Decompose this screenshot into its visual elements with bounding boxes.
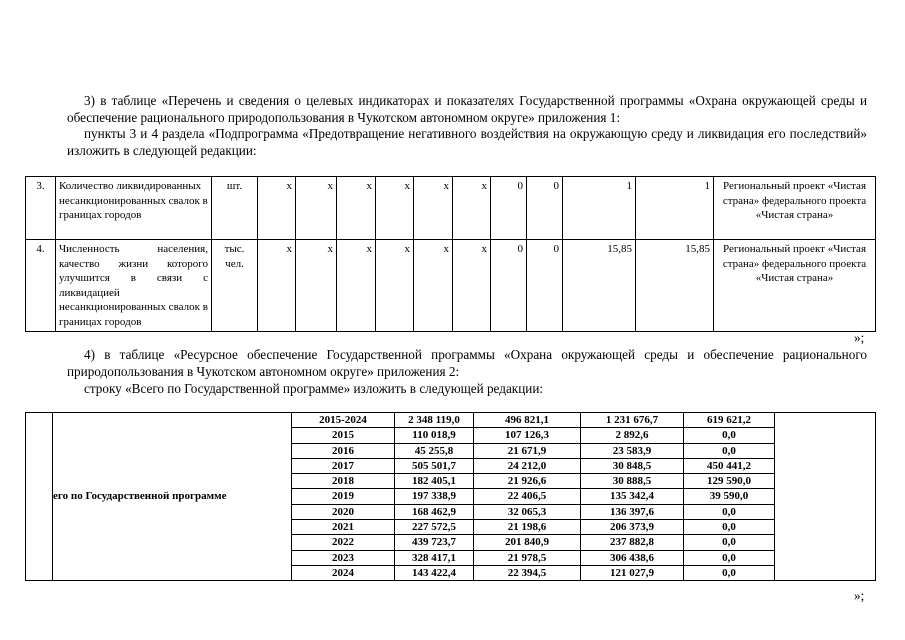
total-cell: 439 723,7 xyxy=(395,535,474,550)
indicator-name: Численность населения, качество жизни которого улучшится в связи с ликвидацией несанкционированных свалок в границах городов xyxy=(56,240,212,332)
funding-cell: 0,0 xyxy=(684,520,775,535)
cell-value: х xyxy=(258,177,296,240)
funding-cell: 21 978,5 xyxy=(474,550,581,565)
funding-cell: 206 373,9 xyxy=(581,520,684,535)
cell-value: х xyxy=(414,177,453,240)
funding-cell: 0,0 xyxy=(684,565,775,580)
funding-cell: 2 892,6 xyxy=(581,428,684,443)
year-cell: 2023 xyxy=(292,550,395,565)
funding-cell: 0,0 xyxy=(684,428,775,443)
project-note: Региональный проект «Чистая страна» федерального проекта «Чистая страна» xyxy=(714,240,876,332)
project-note: Региональный проект «Чистая страна» федерального проекта «Чистая страна» xyxy=(714,177,876,240)
unit: тыс. чел. xyxy=(212,240,258,332)
total-cell: 143 422,4 xyxy=(395,565,474,580)
funding-cell: 121 027,9 xyxy=(581,565,684,580)
cell-value: 0 xyxy=(527,177,563,240)
resource-table xyxy=(25,412,876,581)
indicators-table xyxy=(25,176,876,332)
closing-quote: »; xyxy=(854,330,865,345)
funding-cell: 619 621,2 xyxy=(684,413,775,428)
total-cell: 168 462,9 xyxy=(395,504,474,519)
year-cell: 2016 xyxy=(292,443,395,458)
funding-cell: 136 397,6 xyxy=(581,504,684,519)
cell-value: 1 xyxy=(563,177,636,240)
funding-cell: 23 583,9 xyxy=(581,443,684,458)
year-cell: 2022 xyxy=(292,535,395,550)
closing-quote: »; xyxy=(854,588,865,603)
year-cell: 2024 xyxy=(292,565,395,580)
funding-cell: 39 590,0 xyxy=(684,489,775,504)
cell-value: х xyxy=(376,240,414,332)
funding-cell: 237 882,8 xyxy=(581,535,684,550)
year-cell: 2017 xyxy=(292,458,395,473)
paragraph-3-instruction: пункты 3 и 4 раздела «Подпрограмма «Предотвращение негативного воздействия на окружающую среду и ликвидация его последствий» изложить в следующей редакции: xyxy=(67,126,867,158)
cell-value: х xyxy=(414,240,453,332)
total-cell: 2 348 119,0 xyxy=(395,413,474,428)
unit: шт. xyxy=(212,177,258,240)
funding-cell: 201 840,9 xyxy=(474,535,581,550)
funding-cell: 129 590,0 xyxy=(684,474,775,489)
cell-value: х xyxy=(376,177,414,240)
funding-cell: 306 438,6 xyxy=(581,550,684,565)
total-row-label: его по Государственной программе xyxy=(53,413,292,581)
year-cell: 2018 xyxy=(292,474,395,489)
funding-cell: 22 394,5 xyxy=(474,565,581,580)
total-cell: 328 417,1 xyxy=(395,550,474,565)
cell-value: х xyxy=(337,240,376,332)
paragraph-4-instruction: строку «Всего по Государственной программе» изложить в следующей редакции: xyxy=(84,381,544,396)
cell-value: х xyxy=(296,177,337,240)
funding-cell: 22 406,5 xyxy=(474,489,581,504)
funding-cell: 0,0 xyxy=(684,443,775,458)
year-cell: 2020 xyxy=(292,504,395,519)
empty-cell xyxy=(26,413,53,581)
cell-value: х xyxy=(337,177,376,240)
funding-cell: 1 231 676,7 xyxy=(581,413,684,428)
funding-cell: 21 198,6 xyxy=(474,520,581,535)
funding-cell: 496 821,1 xyxy=(474,413,581,428)
year-cell: 2021 xyxy=(292,520,395,535)
funding-cell: 0,0 xyxy=(684,550,775,565)
indicator-name: Количество ликвидированных несанкционированных свалок в границах городов xyxy=(56,177,212,240)
cell-value: 0 xyxy=(527,240,563,332)
total-cell: 227 572,5 xyxy=(395,520,474,535)
cell-value: 0 xyxy=(491,177,527,240)
cell-value: х xyxy=(258,240,296,332)
funding-cell: 21 671,9 xyxy=(474,443,581,458)
row-number: 4. xyxy=(26,240,56,332)
total-cell: 197 338,9 xyxy=(395,489,474,504)
cell-value: 1 xyxy=(636,177,714,240)
funding-cell: 0,0 xyxy=(684,504,775,519)
funding-cell: 32 065,3 xyxy=(474,504,581,519)
empty-cell xyxy=(775,413,876,581)
cell-value: 15,85 xyxy=(563,240,636,332)
paragraph-3-intro: 3) в таблице «Перечень и сведения о целевых индикаторах и показателях Государственной программы «Охрана окружающей среды и обеспечение рационального природопользования в Чукотском автономном округе» приложения 1: xyxy=(67,93,867,125)
funding-cell: 135 342,4 xyxy=(581,489,684,504)
total-cell: 505 501,7 xyxy=(395,458,474,473)
row-number: 3. xyxy=(26,177,56,240)
funding-cell: 0,0 xyxy=(684,535,775,550)
year-cell: 2015-2024 xyxy=(292,413,395,428)
funding-cell: 107 126,3 xyxy=(474,428,581,443)
table-row xyxy=(26,177,876,240)
funding-cell: 450 441,2 xyxy=(684,458,775,473)
cell-value: 0 xyxy=(491,240,527,332)
table-row xyxy=(26,413,876,428)
total-cell: 182 405,1 xyxy=(395,474,474,489)
funding-cell: 30 848,5 xyxy=(581,458,684,473)
table-row xyxy=(26,240,876,332)
cell-value: х xyxy=(453,240,491,332)
year-cell: 2015 xyxy=(292,428,395,443)
total-cell: 110 018,9 xyxy=(395,428,474,443)
cell-value: х xyxy=(453,177,491,240)
funding-cell: 21 926,6 xyxy=(474,474,581,489)
cell-value: х xyxy=(296,240,337,332)
total-cell: 45 255,8 xyxy=(395,443,474,458)
funding-cell: 30 888,5 xyxy=(581,474,684,489)
cell-value: 15,85 xyxy=(636,240,714,332)
paragraph-4-intro: 4) в таблице «Ресурсное обеспечение Государственной программы «Охрана окружающей среды и обеспечение рационального природопользования в Чукотском автономном округе» приложения 2: xyxy=(67,347,867,379)
year-cell: 2019 xyxy=(292,489,395,504)
funding-cell: 24 212,0 xyxy=(474,458,581,473)
